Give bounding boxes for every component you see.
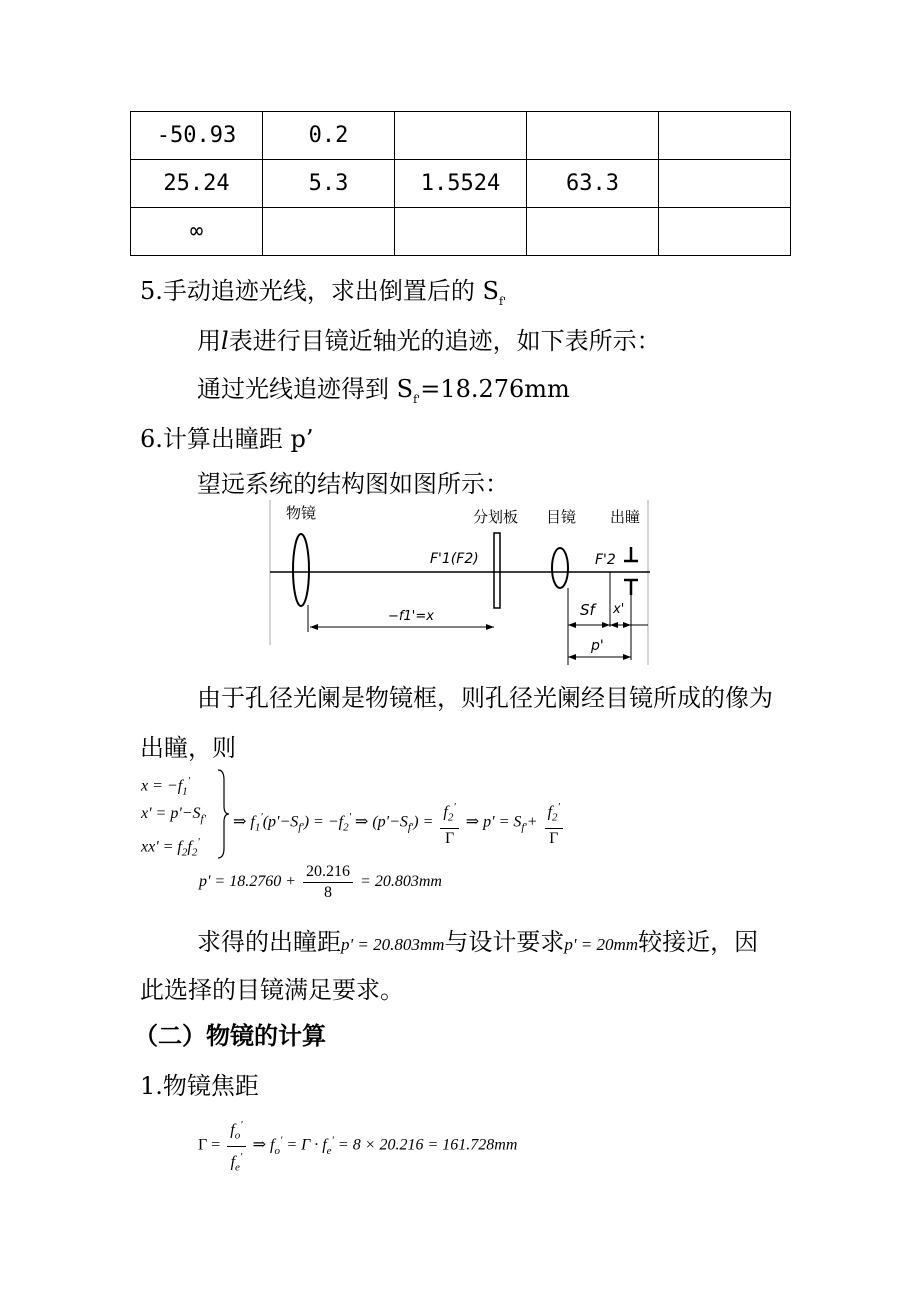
table-cell	[527, 112, 659, 160]
table-cell: ∞	[131, 208, 263, 256]
label-eyepiece: 目镜	[546, 508, 577, 526]
table-row	[131, 112, 791, 160]
eq-xp: $x' = p'-S_{f'}$	[141, 805, 206, 826]
label-objective: 物镜	[286, 504, 317, 522]
section6-result-line1: 求得的出瞳距p' = 20.803mm与设计要求p' = 20mm较接近，因	[197, 928, 759, 956]
lens-data-table	[130, 111, 791, 256]
table-cell: 63.3	[527, 160, 659, 208]
label-f2: F'2	[595, 552, 616, 568]
eq-xx: $xx' = f_2f_2'$	[141, 836, 200, 859]
label-f1: F'1(F2)	[430, 551, 479, 567]
part2-sub1: 1.物镜焦距	[140, 1072, 259, 1100]
eq-numeric: p' = 18.2760 + $\frac{20.216}{8}$ = 20.803mm	[199, 863, 442, 901]
table-cell	[527, 208, 659, 256]
eq-x: $x = -f_1'$	[141, 775, 190, 798]
section5-para2: 通过光线追迹得到 $S_{f'}=18.276mm$	[197, 375, 570, 406]
table-cell: 25.24	[131, 160, 263, 208]
table-cell	[395, 112, 527, 160]
section6-para1-line2: 出瞳，则	[140, 734, 236, 762]
table-cell: 5.3	[263, 160, 395, 208]
table-row	[131, 160, 791, 208]
eq-focal-length: Γ = $\frac{f_o'}{f_e'}$ ⇒ $f_o' = \Gamma \cdot f_e' = 8 \times 20.216 = 161.728mm$	[198, 1115, 517, 1177]
objective-lens-icon	[293, 534, 309, 606]
section5-heading: 5.手动追迹光线，求出倒置后的 $S_{f'}$	[140, 277, 507, 308]
label-fx: −f1'=x	[388, 609, 434, 624]
label-reticle: 分划板	[473, 508, 519, 526]
table-cell	[263, 208, 395, 256]
table-cell	[659, 112, 791, 160]
label-sf: Sf	[580, 601, 595, 619]
section6-para1-line1: 由于孔径光阑是物镜框，则孔径光阑经目镜所成的像为	[197, 684, 773, 712]
table-cell	[659, 160, 791, 208]
right-brace-icon	[216, 768, 230, 860]
section6-intro: 望远系统的结构图如图所示：	[197, 470, 509, 498]
label-p: p'	[591, 638, 604, 654]
section5-para1: 用l表进行目镜近轴光的追迹，如下表所示：	[197, 327, 661, 355]
table-cell: 0.2	[263, 112, 395, 160]
table-cell	[659, 208, 791, 256]
section6-result-line2: 此选择的目镜满足要求。	[140, 976, 404, 1004]
reticle-plate-icon	[494, 533, 500, 608]
telescope-structure-diagram	[268, 500, 653, 665]
label-exit-pupil: 出瞳	[610, 508, 641, 526]
table-cell	[395, 208, 527, 256]
eq-chain: ⇒ $f_1'(p'-S_{f'}) = -f_2'$ ⇒ $(p'-S_{f'})$ = $\frac{f_2'}{\Gamma}$ ⇒ $p' = S_{f'}+$ $\frac{f_2'}{\Gamma}$	[233, 797, 566, 849]
part2-heading: （二）物镜的计算	[134, 1022, 326, 1050]
table-cell: -50.93	[131, 112, 263, 160]
table-cell: 1.5524	[395, 160, 527, 208]
table-row	[131, 208, 791, 256]
eyepiece-lens-icon	[552, 548, 568, 588]
section6-heading: 6.计算出瞳距 p’	[140, 425, 314, 453]
label-xp: x'	[613, 602, 625, 617]
